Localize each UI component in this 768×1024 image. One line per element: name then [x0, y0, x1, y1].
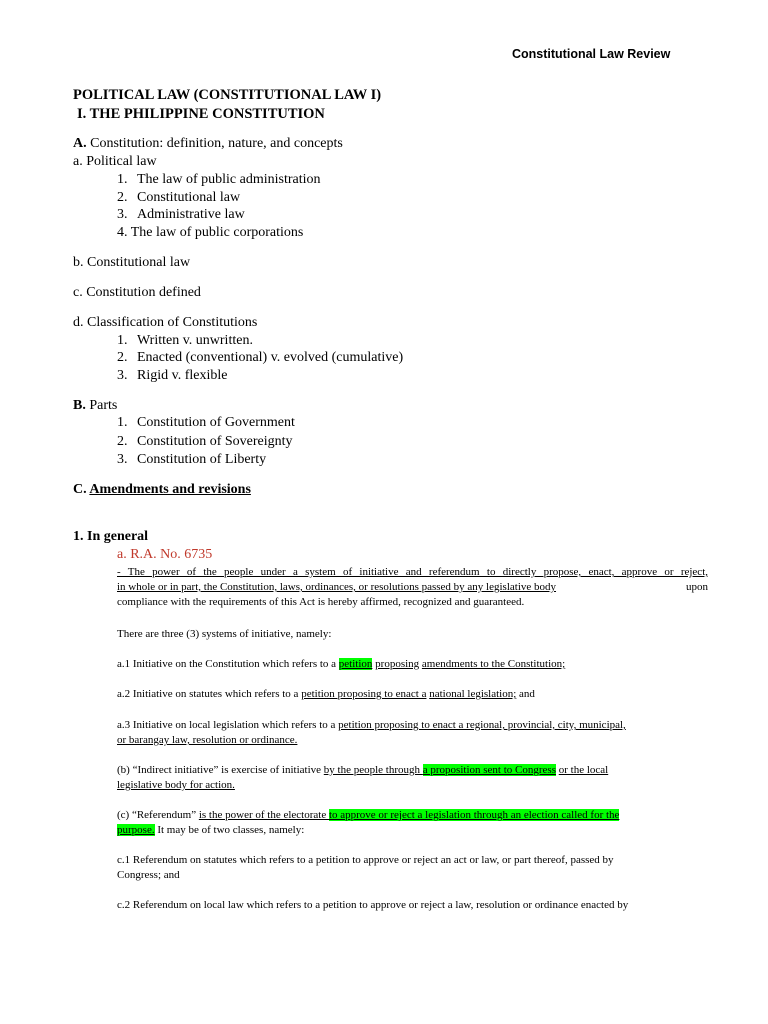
- initiative-a1: [117, 657, 565, 672]
- list-number: 1.: [117, 333, 128, 348]
- underlined-text: is the power of the electorate: [198, 809, 329, 821]
- list-item: 4. The law of public corporations: [117, 225, 304, 240]
- list-text: Enacted (conventional) v. evolved (cumulative): [137, 350, 404, 365]
- indirect-initiative: [117, 763, 608, 778]
- in-general-heading: 1. In general: [73, 529, 149, 544]
- list-number: 2.: [117, 350, 128, 365]
- initiative-a2: [117, 687, 535, 702]
- underlined-text: proposing: [375, 658, 420, 670]
- classification-heading: d. Classification of Constitutions: [73, 315, 258, 330]
- chapter-title: I. THE PHILIPPINE CONSTITUTION: [77, 106, 325, 122]
- list-number: 3.: [117, 368, 128, 383]
- list-text: Constitution of Government: [137, 415, 295, 430]
- paragraph-line: c.2 Referendum on local law which refers to a petition to approve or reject a law, resolution or ordinance enacted by: [117, 899, 629, 911]
- list-item: [117, 367, 227, 384]
- paragraph-text: upon: [686, 581, 708, 593]
- paragraph-text: a.3 Initiative on local legislation which refers to a: [117, 719, 339, 731]
- paragraph-text: and: [516, 688, 535, 700]
- section-a-heading: [73, 135, 343, 152]
- paragraph-line: c.1 Referendum on statutes which refers to a petition to approve or reject an act or law, or part thereof, passed by: [117, 854, 614, 866]
- underlined-text: petition proposing to enact a: [301, 688, 427, 700]
- highlighted-text: petition: [338, 658, 373, 670]
- highlighted-text: purpose.: [117, 824, 155, 836]
- paragraph-line: - The power of the people under a system of initiative and referendum to directly propose, enact, approve or reject,: [117, 566, 708, 578]
- highlighted-text: a proposition sent to Congress: [422, 764, 556, 776]
- list-text: Constitutional law: [137, 190, 241, 205]
- document-title: POLITICAL LAW (CONSTITUTIONAL LAW I): [73, 87, 382, 103]
- paragraph-line: There are three (3) systems of initiative, namely:: [117, 628, 332, 640]
- paragraph-text: (c) “Referendum”: [117, 809, 199, 821]
- underlined-text: by the people through: [323, 764, 423, 776]
- list-text: Constitution of Sovereignty: [137, 434, 293, 449]
- section-a-text: Constitution: definition, nature, and concepts: [86, 136, 343, 151]
- paragraph-line: compliance with the requirements of this Act is hereby affirmed, recognized and guaranteed.: [117, 596, 525, 608]
- list-item: [117, 414, 295, 431]
- section-c-text: Amendments and revisions: [89, 482, 251, 497]
- underlined-text: petition proposing to enact a regional, provincial, city, municipal,: [338, 719, 626, 731]
- list-number: 1.: [117, 172, 128, 187]
- highlighted-text: to approve or reject a legislation through an election called for the: [328, 809, 620, 821]
- paragraph-line: [117, 823, 304, 838]
- section-c-letter: C.: [73, 482, 87, 497]
- underlined-text: national legislation;: [429, 688, 517, 700]
- section-c-heading: [73, 481, 251, 498]
- list-item: [117, 349, 403, 366]
- list-item: [117, 171, 321, 188]
- list-item: [117, 332, 253, 349]
- constitution-defined-heading: c. Constitution defined: [73, 285, 201, 300]
- list-number: 2.: [117, 190, 128, 205]
- paragraph-line: legislative body for action.: [117, 779, 235, 791]
- referendum-definition: [117, 808, 619, 823]
- paragraph-text: a.1 Initiative on the Constitution which refers to a: [117, 658, 339, 670]
- list-number: 2.: [117, 434, 128, 449]
- list-text: Rigid v. flexible: [137, 368, 228, 383]
- section-a-letter: A.: [73, 136, 87, 151]
- section-b-text: Parts: [85, 398, 118, 413]
- list-text: Administrative law: [137, 207, 245, 222]
- list-number: 3.: [117, 452, 128, 467]
- list-item: [117, 433, 293, 450]
- paragraph-line: or barangay law, resolution or ordinance.: [117, 734, 298, 746]
- list-text: Constitution of Liberty: [137, 452, 267, 467]
- paragraph-text: (b) “Indirect initiative” is exercise of initiative: [117, 764, 324, 776]
- paragraph-line: Congress; and: [117, 869, 180, 881]
- list-item: [117, 189, 240, 206]
- list-text: The law of public administration: [137, 172, 321, 187]
- underlined-text: or the local: [558, 764, 609, 776]
- paragraph-text: a.2 Initiative on statutes which refers to a: [117, 688, 302, 700]
- list-item: [117, 206, 245, 223]
- section-b-letter: B.: [73, 398, 86, 413]
- section-b-heading: [73, 397, 117, 414]
- list-number: 3.: [117, 207, 128, 222]
- paragraph-text: It may be of two classes, namely:: [154, 824, 305, 836]
- running-header: Constitutional Law Review: [512, 47, 671, 61]
- list-number: 1.: [117, 415, 128, 430]
- list-text: Written v. unwritten.: [137, 333, 253, 348]
- underlined-text: amendments to the Constitution;: [421, 658, 566, 670]
- initiative-a3: [117, 718, 626, 733]
- ra-heading: a. R.A. No. 6735: [117, 547, 213, 562]
- constitutional-law-heading: b. Constitutional law: [73, 255, 191, 270]
- political-law-heading: a. Political law: [73, 154, 157, 169]
- underlined-text: in whole or in part, the Constitution, laws, ordinances, or resolutions passed by any legislative body: [117, 581, 557, 593]
- list-item: [117, 451, 266, 468]
- paragraph-line: [117, 580, 708, 595]
